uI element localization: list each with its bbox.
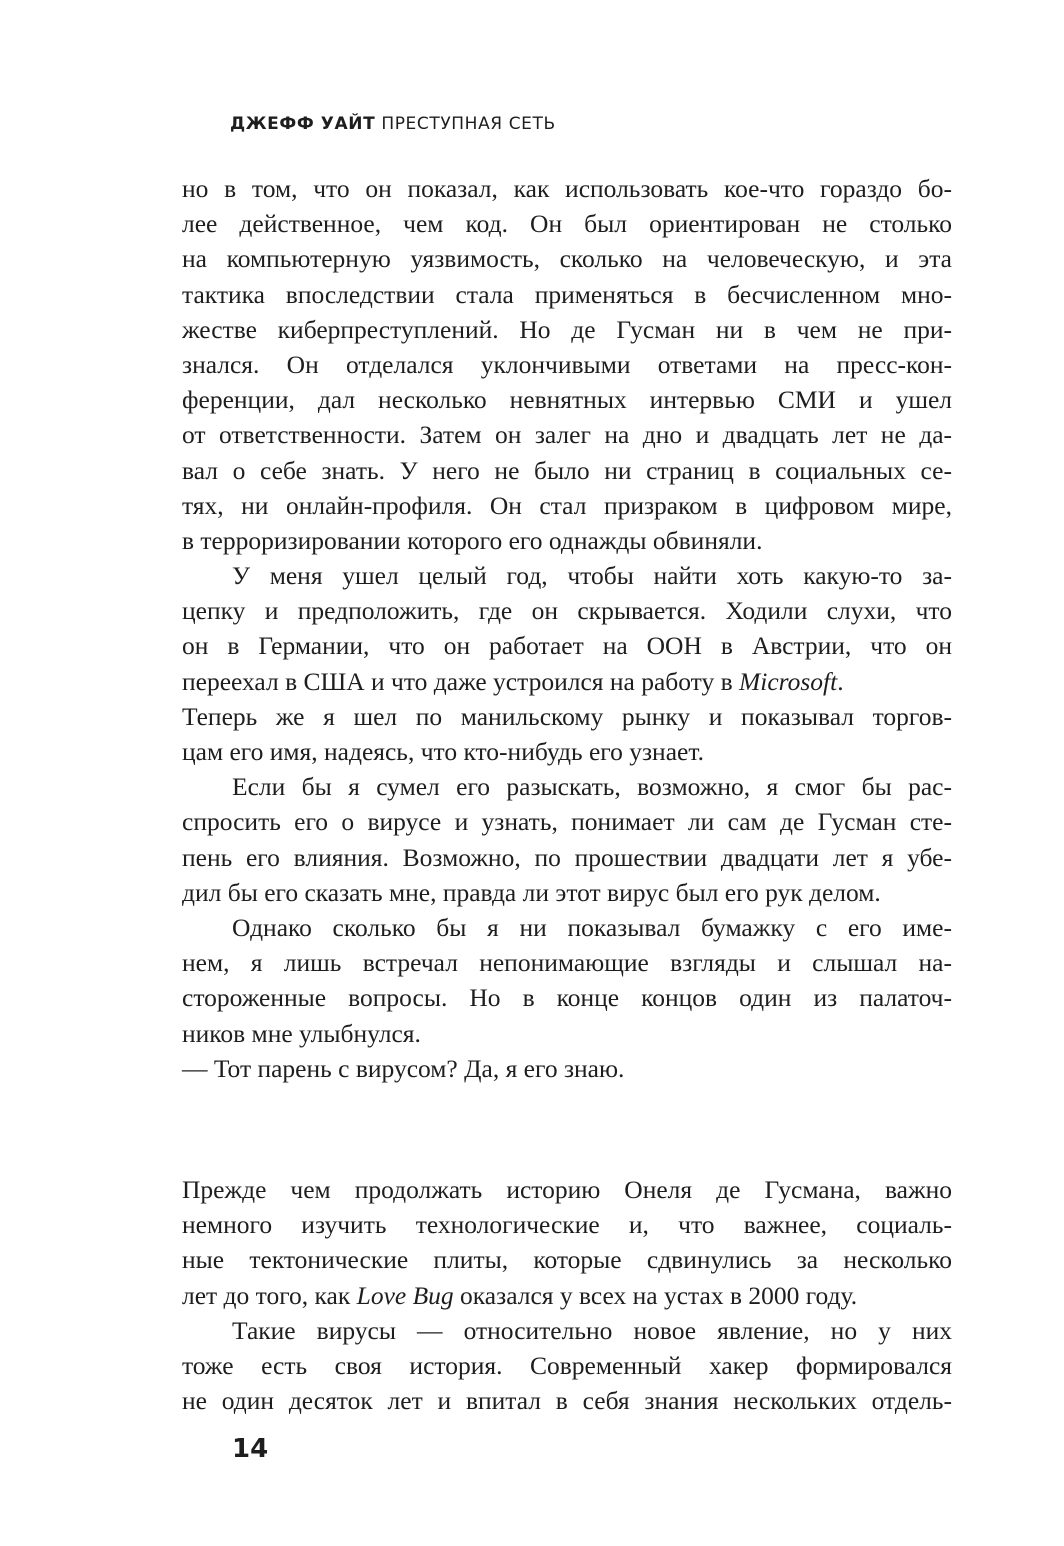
italic-term-love-bug: Love Bug [356, 1280, 454, 1310]
text-line: цепку и предположить, где он скрывается. Ходили слухи, что [182, 596, 952, 626]
text-line: цам его имя, надеясь, что кто-нибудь его узнает. [182, 737, 704, 766]
text-line: Такие вирусы — относительно новое явление, но у них [232, 1315, 952, 1345]
text-line-with-italic [182, 1278, 952, 1313]
text-line: стороженные вопросы. Но в конце концов один из палаточ- [182, 983, 952, 1013]
text-run: переехал в США и что даже устроился на работу в [182, 666, 740, 696]
text-line: спросить его о вирусе и узнать, понимает ли сам де Гусман сте- [182, 807, 952, 837]
text-line: ников мне улыбнулся. [182, 1018, 421, 1048]
dialogue-line: — Тот парень с вирусом? Да, я его знаю. [182, 1053, 625, 1083]
text-line: Однако сколько бы я ни показывал бумажку с его име- [232, 912, 952, 942]
text-line: в терроризировании которого его однажды обвиняли. [182, 525, 763, 555]
text-line: жестве киберпреступлений. Но де Гусман ни в чем не при- [182, 314, 952, 344]
text-line: У меня ушел целый год, чтобы найти хоть какую-то за- [232, 561, 952, 591]
text-line: нем, я лишь встречал непонимающие взгляды и слышал на- [182, 948, 952, 978]
text-line: лее действенное, чем код. Он был ориентирован не столько [182, 209, 952, 239]
body-text-section-2 [182, 1172, 952, 1418]
text-line: от ответственности. Затем он залег на дно и двадцать лет не да- [182, 420, 952, 450]
text-line: Прежде чем продолжать историю Онеля де Гусмана, важно [182, 1175, 952, 1204]
text-line: он в Германии, что он работает на ООН в Австрии, что он [182, 631, 952, 661]
text-line: но в том, что он показал, как использовать кое-что гораздо бо- [182, 174, 952, 203]
running-head [230, 114, 556, 134]
text-line: Если бы я сумел его разыскать, возможно, я смог бы рас- [232, 772, 952, 802]
text-line-with-italic [182, 664, 952, 699]
text-line: знался. Он отделался уклончивыми ответами на пресс-кон- [182, 349, 952, 379]
text-line: тоже есть своя история. Современный хакер формировался [182, 1350, 952, 1380]
body-text-section-1 [182, 171, 952, 1086]
text-line: вал о себе знать. У него не было ни страниц в социальных се- [182, 455, 952, 485]
running-head-title: ПРЕСТУПНАЯ СЕТЬ [381, 114, 556, 134]
text-line: немного изучить технологические и, что важнее, социаль- [182, 1210, 952, 1240]
text-line: ференции, дал несколько невнятных интервью СМИ и ушел [182, 385, 952, 415]
text-line: ные тектонические плиты, которые сдвинулись за несколько [182, 1245, 952, 1275]
text-line: пень его влияния. Возможно, по прошествии двадцати лет я убе- [182, 842, 952, 872]
text-line: тях, ни онлайн-профиля. Он стал призраком в цифровом мире, [182, 490, 952, 520]
text-run: лет до того, как [182, 1280, 357, 1310]
page-number: 14 [232, 1434, 269, 1464]
text-run: . [837, 666, 844, 696]
text-line: дил бы его сказать мне, правда ли этот вирус был его рук делом. [182, 877, 881, 907]
text-run: оказался у всех на устах в 2000 году. [453, 1280, 858, 1310]
text-line: не один десяток лет и впитал в себя знания нескольких отдель- [182, 1386, 952, 1416]
text-line: тактика впоследствии стала применяться в бесчисленном мно- [182, 279, 952, 309]
text-line: Теперь же я шел по манильскому рынку и показывал торгов- [182, 701, 952, 731]
text-line: на компьютерную уязвимость, сколько на человеческую, и эта [182, 244, 952, 274]
running-head-author: ДЖЕФФ УАЙТ [230, 114, 376, 134]
italic-word-microsoft: Microsoft [739, 666, 838, 696]
